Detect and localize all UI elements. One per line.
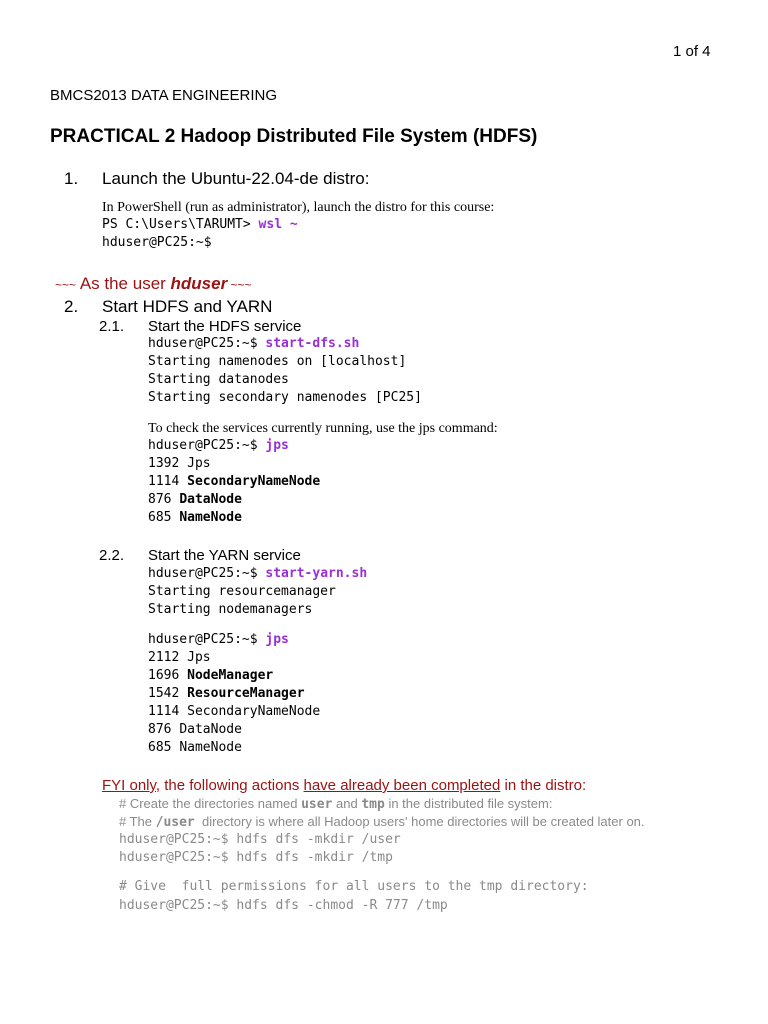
comment-text: # The xyxy=(119,814,156,829)
prompt: hduser@PC25:~$ xyxy=(148,566,266,581)
jps-line xyxy=(148,722,242,737)
pid: 685 xyxy=(148,740,180,755)
user-dir-name: user xyxy=(301,797,333,812)
shell-prompt: hduser@PC25:~$ xyxy=(102,235,212,250)
step2-heading: Start HDFS and YARN xyxy=(102,297,273,316)
jps-line xyxy=(148,704,320,719)
process-name: NameNode xyxy=(179,510,242,525)
jps-line xyxy=(148,668,273,683)
completed-text: have already been completed xyxy=(303,777,501,794)
user-name: hduser xyxy=(170,274,228,293)
prompt: hduser@PC25:~$ xyxy=(148,438,266,453)
process-name: SecondaryNameNode xyxy=(187,474,321,489)
fyi-comment-3: # Give full permissions for all users to the tmp directory: xyxy=(119,879,589,894)
page-title: PRACTICAL 2 Hadoop Distributed File System (HDFS) xyxy=(50,126,538,147)
start-dfs-command-line xyxy=(148,336,359,351)
fyi-comment-2 xyxy=(119,814,645,830)
pid: 876 xyxy=(148,492,180,507)
jps-line xyxy=(148,492,242,507)
mkdir-tmp-command: hduser@PC25:~$ hdfs dfs -mkdir /tmp xyxy=(119,850,393,865)
process-name: NodeManager xyxy=(187,668,274,683)
jps-line xyxy=(148,474,320,489)
jps-command-line xyxy=(148,632,289,647)
as-the-user-text: As the user xyxy=(76,274,171,293)
output-line: Starting nodemanagers xyxy=(148,602,313,617)
prompt: hduser@PC25:~$ xyxy=(148,336,266,351)
fyi-only-text: FYI only, xyxy=(102,777,161,794)
powershell-command-line xyxy=(102,217,298,232)
jps-line xyxy=(148,456,211,471)
comment-text: directory is where all Hadoop users' home directories will be created later on. xyxy=(194,814,645,829)
tilde-left: ~~~ xyxy=(55,278,77,292)
jps-command: jps xyxy=(265,632,289,647)
step1-note: In PowerShell (run as administrator), launch the distro for this course: xyxy=(102,200,495,215)
comment-text: # Create the directories named xyxy=(119,796,302,811)
process-name: DataNode xyxy=(179,492,242,507)
sub1-number: 2.1. xyxy=(99,318,125,335)
chmod-command: hduser@PC25:~$ hdfs dfs -chmod -R 777 /tmp xyxy=(119,898,448,913)
following-text: the following actions xyxy=(160,777,304,794)
pid: 1542 xyxy=(148,686,188,701)
comment-text: in the distributed file system: xyxy=(384,796,553,811)
process-name: ResourceManager xyxy=(187,686,305,701)
start-dfs-command: start-dfs.sh xyxy=(265,336,360,351)
tmp-dir-name: tmp xyxy=(361,797,385,812)
pid: 1696 xyxy=(148,668,188,683)
step1-heading: Launch the Ubuntu-22.04-de distro: xyxy=(102,169,370,188)
pid: 1392 xyxy=(148,456,188,471)
jps-note: To check the services currently running, use the jps command: xyxy=(148,421,498,436)
pid: 1114 xyxy=(148,474,188,489)
process-name: SecondaryNameNode xyxy=(187,704,321,719)
output-line: Starting resourcemanager xyxy=(148,584,336,599)
pid: 2112 xyxy=(148,650,188,665)
pid: 876 xyxy=(148,722,180,737)
user-banner xyxy=(55,274,252,294)
mkdir-user-command: hduser@PC25:~$ hdfs dfs -mkdir /user xyxy=(119,832,401,847)
process-name: Jps xyxy=(187,456,211,471)
in-distro-text: in the distro: xyxy=(500,777,587,794)
output-line: Starting namenodes on [localhost] xyxy=(148,354,407,369)
comment-text: and xyxy=(332,796,362,811)
prompt: hduser@PC25:~$ xyxy=(148,632,266,647)
pid: 685 xyxy=(148,510,180,525)
jps-line xyxy=(148,650,211,665)
process-name: Jps xyxy=(187,650,211,665)
sub2-number: 2.2. xyxy=(99,547,125,564)
start-yarn-command-line xyxy=(148,566,367,581)
sub1-heading: Start the HDFS service xyxy=(148,318,302,335)
fyi-heading xyxy=(102,777,586,794)
output-line: Starting datanodes xyxy=(148,372,289,387)
start-yarn-command: start-yarn.sh xyxy=(265,566,368,581)
wsl-command: wsl ~ xyxy=(258,217,298,232)
jps-command: jps xyxy=(265,438,289,453)
jps-line xyxy=(148,510,242,525)
step1-number: 1. xyxy=(64,169,79,188)
process-name: NameNode xyxy=(179,740,242,755)
powershell-prompt: PS C:\Users\TARUMT> xyxy=(102,217,259,232)
step2-number: 2. xyxy=(64,297,79,316)
pid: 1114 xyxy=(148,704,188,719)
jps-line xyxy=(148,686,305,701)
jps-command-line xyxy=(148,438,289,453)
sub2-heading: Start the YARN service xyxy=(148,547,301,564)
tilde-right: ~~~ xyxy=(227,278,252,292)
page-indicator: 1 of 4 xyxy=(673,43,711,60)
jps-line xyxy=(148,740,242,755)
process-name: DataNode xyxy=(179,722,242,737)
fyi-comment-1 xyxy=(119,796,552,812)
user-dir-path: /user xyxy=(155,815,195,830)
output-line: Starting secondary namenodes [PC25] xyxy=(148,390,422,405)
course-name: BMCS2013 DATA ENGINEERING xyxy=(50,87,278,104)
